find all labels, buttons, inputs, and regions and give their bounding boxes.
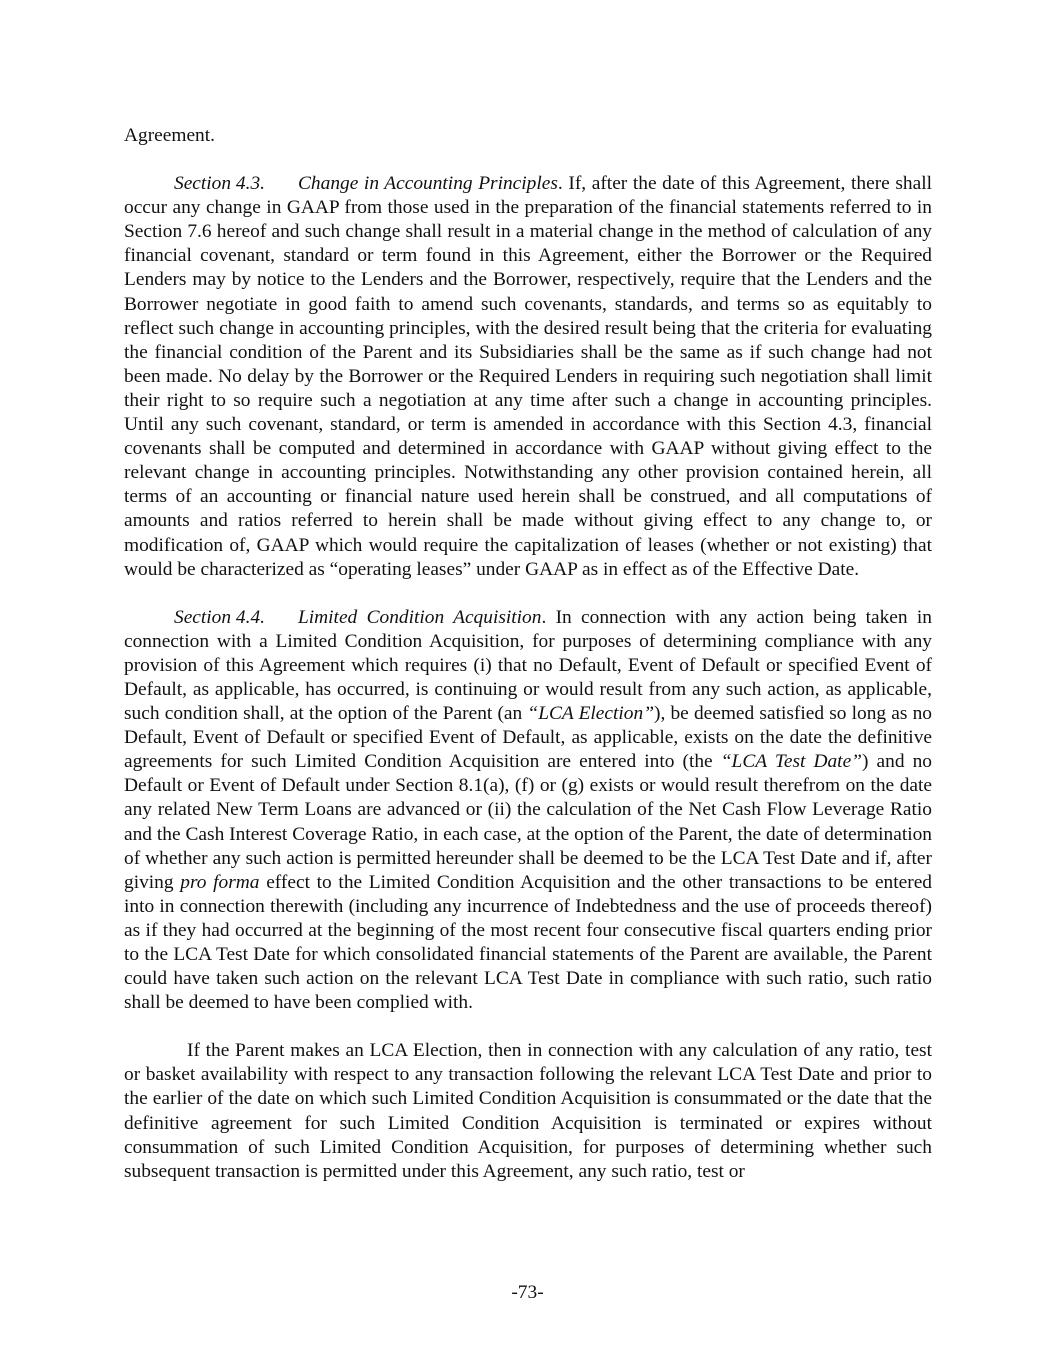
section-4-4-body-part-3: ) and no Default or Event of Default under Section 8.1(a), (f) or (g) exists or would result therefrom on the date any related New Term Loans are advanced or (ii) the calculation of the Net Cash Flow Leverage Ratio and the Cash Interest Coverage Ratio, in each case, at the option of the Parent, the date of determination of whether any such action is permitted hereunder shall be deemed to be the LCA Test Date and if, after giving [124, 751, 932, 893]
section-4-4-body-part-1: . In connection with any action being taken in connection with a Limited Condition Acquisition, for purposes of determining compliance with any provision of this Agreement which requires (i) that no Default, Event of Default or specified Event of Default, as applicable, has occurred, is continuing or would result from any such action, as applicable, such condition shall, at the option of the Parent (an [124, 606, 933, 725]
continuation-paragraph: If the Parent makes an LCA Election, then in connection with any calculation of any ratio, test or basket availability with respect to any transaction following the relevant LCA Test Date and prior to the earlier of the date on which such Limited Condition Acquisition is consummated or the date that the definitive agreement for such Limited Condition Acquisition is terminated or expires without consummation of such Limited Condition Acquisition, for purposes of determining whether such subsequent transaction is permitted under this Agreement, any such ratio, test or [124, 1040, 932, 1182]
section-4-4-number: Section 4.4. [174, 606, 266, 628]
section-4-4-body-part-4: effect to the Limited Condition Acquisition and the other transactions to be entered into in connection therewith (including any incurrence of Indebtedness and the use of proceeds thereof) as if they had occurred at the beginning of the most recent four consecutive fiscal quarters ending prior to the LCA Test Date for which consolidated financial statements of the Parent are available, the Parent could have taken such action on the relevant LCA Test Date in compliance with such ratio, such ratio shall be deemed to have been complied with. [124, 871, 932, 1014]
page-number: -73- [511, 1282, 544, 1303]
document-page [124, 124, 932, 1184]
section-4-3-title: Change in Accounting Principles [298, 173, 558, 195]
section-4-3-paragraph [124, 172, 932, 582]
term-lca-election: “LCA Election” [527, 703, 654, 725]
section-4-4-title: Limited Condition Acquisition [298, 606, 542, 628]
section-4-4-body-part-2: ), be deemed satisfied so long as no Default, Event of Default or specified Event of Default, as applicable, exists on the date the definitive agreements for such Limited Condition Acquisition are entered into (the [124, 703, 932, 773]
section-4-3-body: . If, after the date of this Agreement, there shall occur any change in GAAP from those used in the preparation of the financial statements referred to in Section 7.6 hereof and such change shall result in a material change in the method of calculation of any financial covenant, standard or term found in this Agreement, either the Borrower or the Required Lenders may by notice to the Lenders and the Borrower, respectively, require that the Lenders and the Borrower negotiate in good faith to amend such covenants, standards, and terms so as equitably to reflect such change in accounting principles, with the desired result being that the criteria for evaluating the financial condition of the Parent and its Subsidiaries shall be the same as if such change had not been made. No delay by the Borrower or the Required Lenders in requiring such negotiation shall limit their right to so require such a negotiation at any time after such a change in accounting principles. Until any such covenant, standard, or term is amended in accordance with this Section 4.3, financial covenants shall be computed and determined in accordance with GAAP without giving effect to the relevant change in accounting principles. Notwithstanding any other provision contained herein, all terms of an accounting or financial nature used herein shall be construed, and all computations of amounts and ratios referred to herein shall be made without giving effect to any change to, or modification of, GAAP which would require the capitalization of leases (whether or not existing) that would be characterized as “operating leases” under GAAP as in effect as of the Effective Date. [124, 173, 932, 580]
term-lca-test-date: “LCA Test Date” [720, 751, 862, 773]
term-pro-forma: pro forma [180, 871, 260, 893]
section-4-4-paragraph [124, 606, 932, 1016]
lead-text: Agreement. [124, 125, 215, 146]
section-4-3-number: Section 4.3. [174, 173, 266, 195]
